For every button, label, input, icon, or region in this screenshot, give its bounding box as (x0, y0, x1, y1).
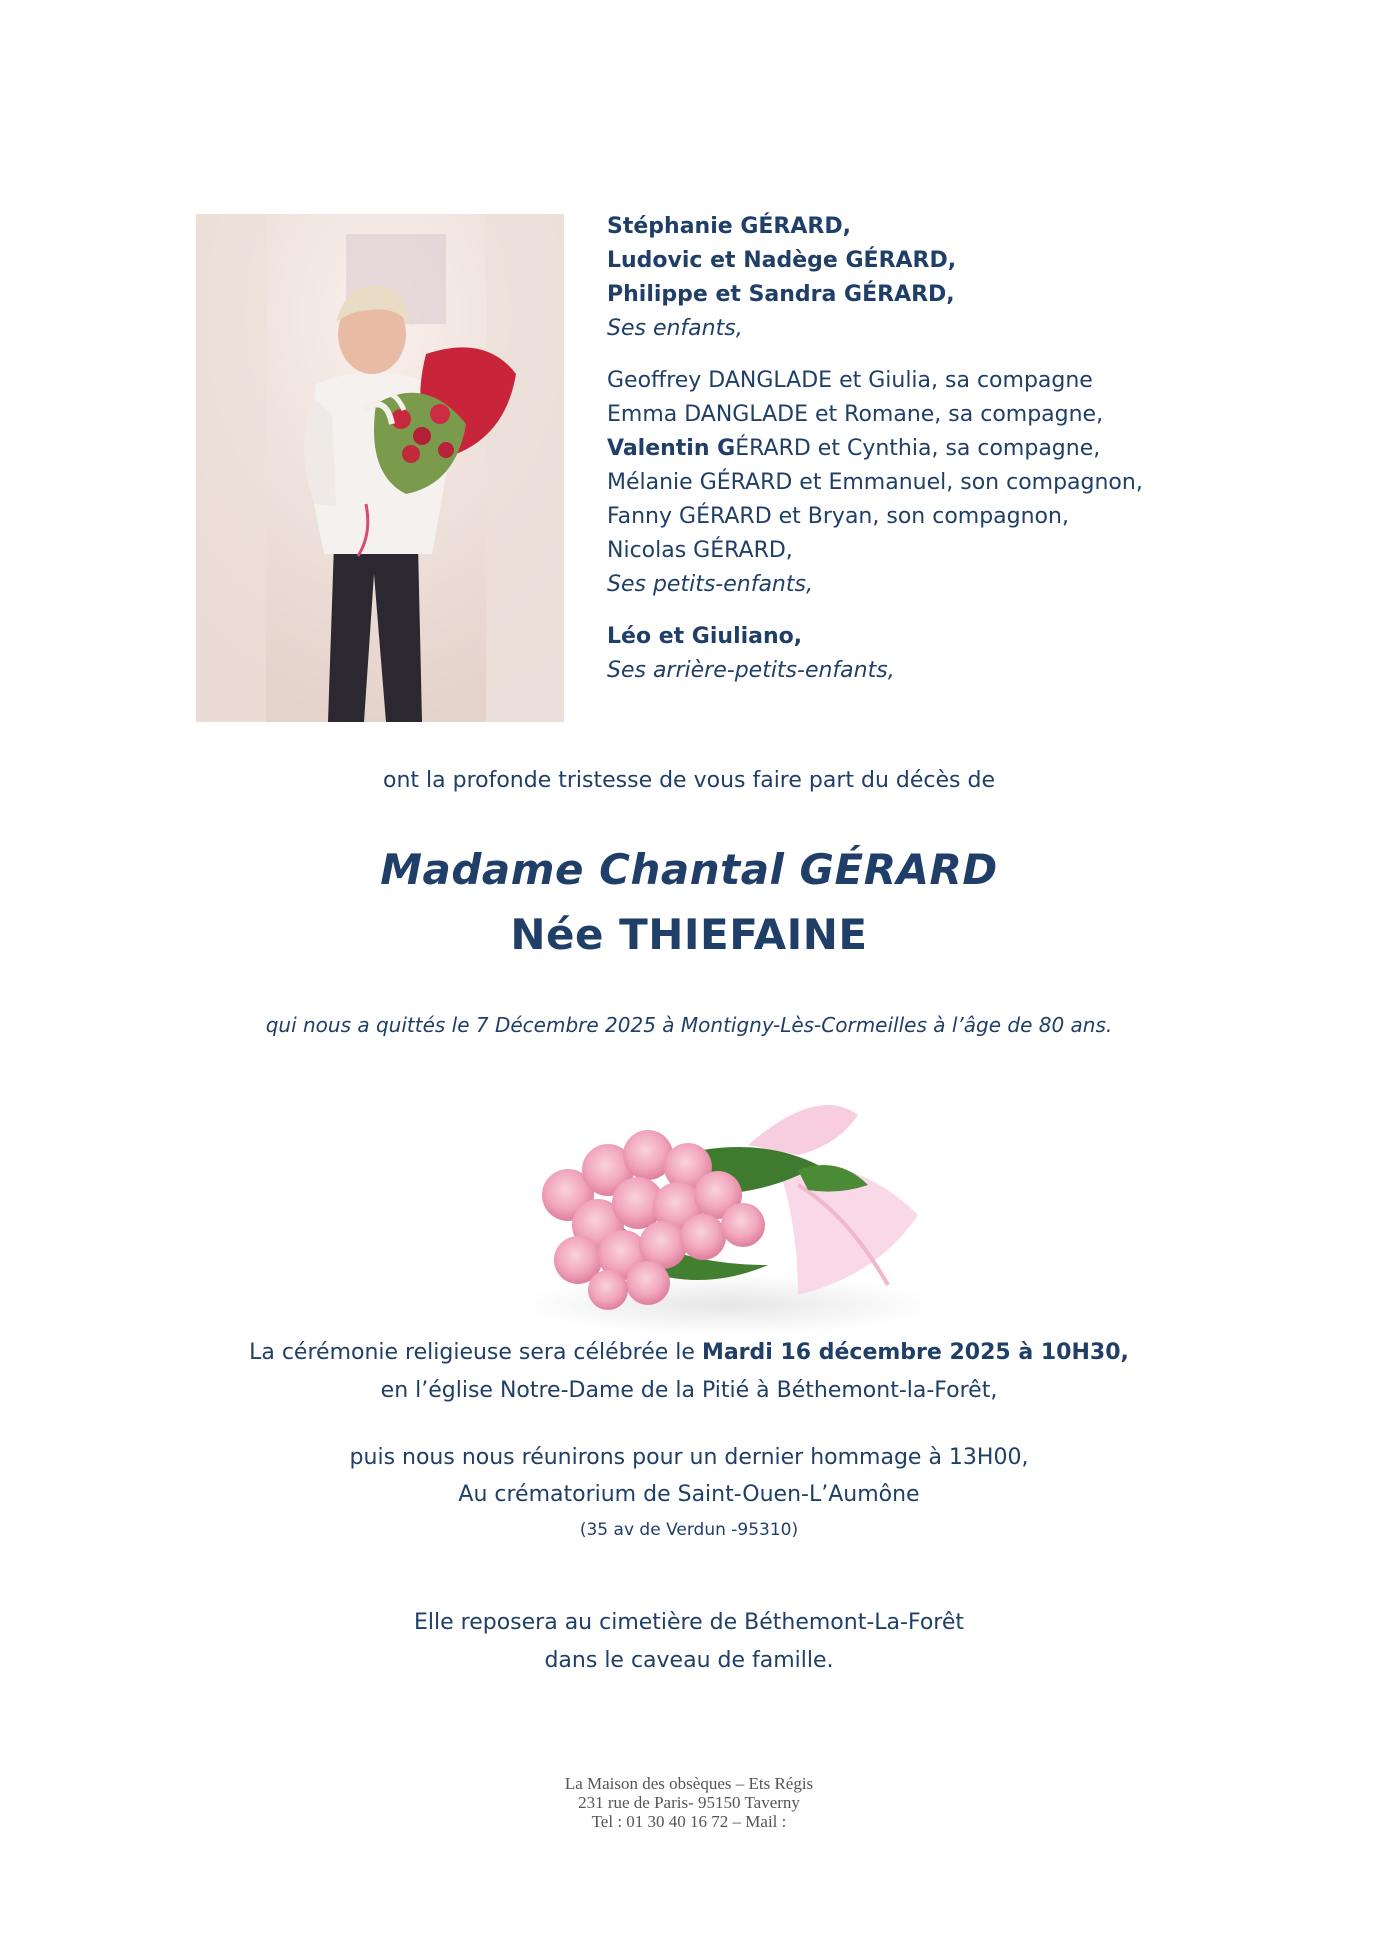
grandchild-name: Emma DANGLADE et Romane (607, 402, 935, 427)
roses-illustration (498, 1075, 940, 1337)
grandchild-name-bold: Valentin G (607, 436, 736, 461)
grandchild-relation: , sa compagne, (934, 402, 1104, 427)
maiden-name: Née THIEFAINE (510, 910, 868, 959)
ceremony-location: en l’église Notre-Dame de la Pitié à Béthemont-la-Forêt, (380, 1378, 998, 1403)
ceremony-intro: La cérémonie religieuse sera célébrée le (249, 1340, 702, 1365)
grandchild-name: Fanny GÉRARD et Bryan (607, 504, 873, 529)
grandchild-relation: , sa compagne (931, 368, 1093, 393)
funeral-home-address: 231 rue de Paris- 95150 Taverny (578, 1793, 800, 1812)
ceremony-date: Mardi 16 décembre 2025 à 10H30, (701, 1340, 1129, 1365)
deceased-name: Madame Chantal GÉRARD (380, 845, 998, 894)
grandchild-name: Nicolas GÉRARD, (607, 538, 793, 563)
grandchild-relation: , son compagnon, (946, 470, 1143, 495)
funeral-home-name: La Maison des obsèques – Ets Régis (564, 1774, 814, 1793)
children-caption: Ses enfants, (607, 316, 743, 341)
crematorium-name: Au crématorium de Saint-Ouen-L’Aumône (458, 1482, 920, 1507)
grandchild-line (607, 432, 1327, 466)
grandchild-line (607, 500, 1327, 534)
portrait-illustration (196, 214, 564, 722)
grandchild-name: Mélanie GÉRARD et Emmanuel (607, 470, 947, 495)
grandchild-line (607, 398, 1327, 432)
great-grandchildren-caption: Ses arrière-petits-enfants, (607, 658, 895, 683)
child-name: Stéphanie GÉRARD, (607, 214, 851, 239)
announcement-intro: ont la profonde tristesse de vous faire part du décès de (383, 768, 995, 793)
funeral-home-contact: Tel : 01 30 40 16 72 – Mail : (591, 1812, 787, 1831)
great-grandchildren-names: Léo et Giuliano, (607, 624, 803, 649)
grandchild-relation: , sa compagne, (931, 436, 1101, 461)
roses-bouquet-image (498, 1075, 940, 1337)
child-name: Philippe et Sandra GÉRARD, (607, 282, 955, 307)
grandchild-line (607, 534, 1327, 568)
grandchild-name: Geoffrey DANGLADE et Giulia (607, 368, 932, 393)
ceremony-line-1 (0, 1340, 1378, 1365)
child-name: Ludovic et Nadège GÉRARD, (607, 248, 957, 273)
portrait-photo (196, 214, 564, 722)
death-details: qui nous a quittés le 7 Décembre 2025 à Montigny-Lès-Cormeilles à l’âge de 80 ans. (265, 1013, 1113, 1037)
family-list (607, 210, 1327, 688)
crematorium-address: (35 av de Verdun -95310) (579, 1520, 799, 1540)
grandchild-relation: , son compagnon, (872, 504, 1069, 529)
grandchild-name: ÉRARD et Cynthia (735, 436, 932, 461)
grandchildren-caption: Ses petits-enfants, (607, 572, 813, 597)
grandchild-line (607, 466, 1327, 500)
grandchild-line (607, 364, 1327, 398)
resting-place-line-1: Elle reposera au cimetière de Béthemont-La-Forêt (414, 1610, 964, 1635)
tribute-time: puis nous nous réunirons pour un dernier hommage à 13H00, (349, 1445, 1029, 1470)
resting-place-line-2: dans le caveau de famille. (544, 1648, 834, 1673)
